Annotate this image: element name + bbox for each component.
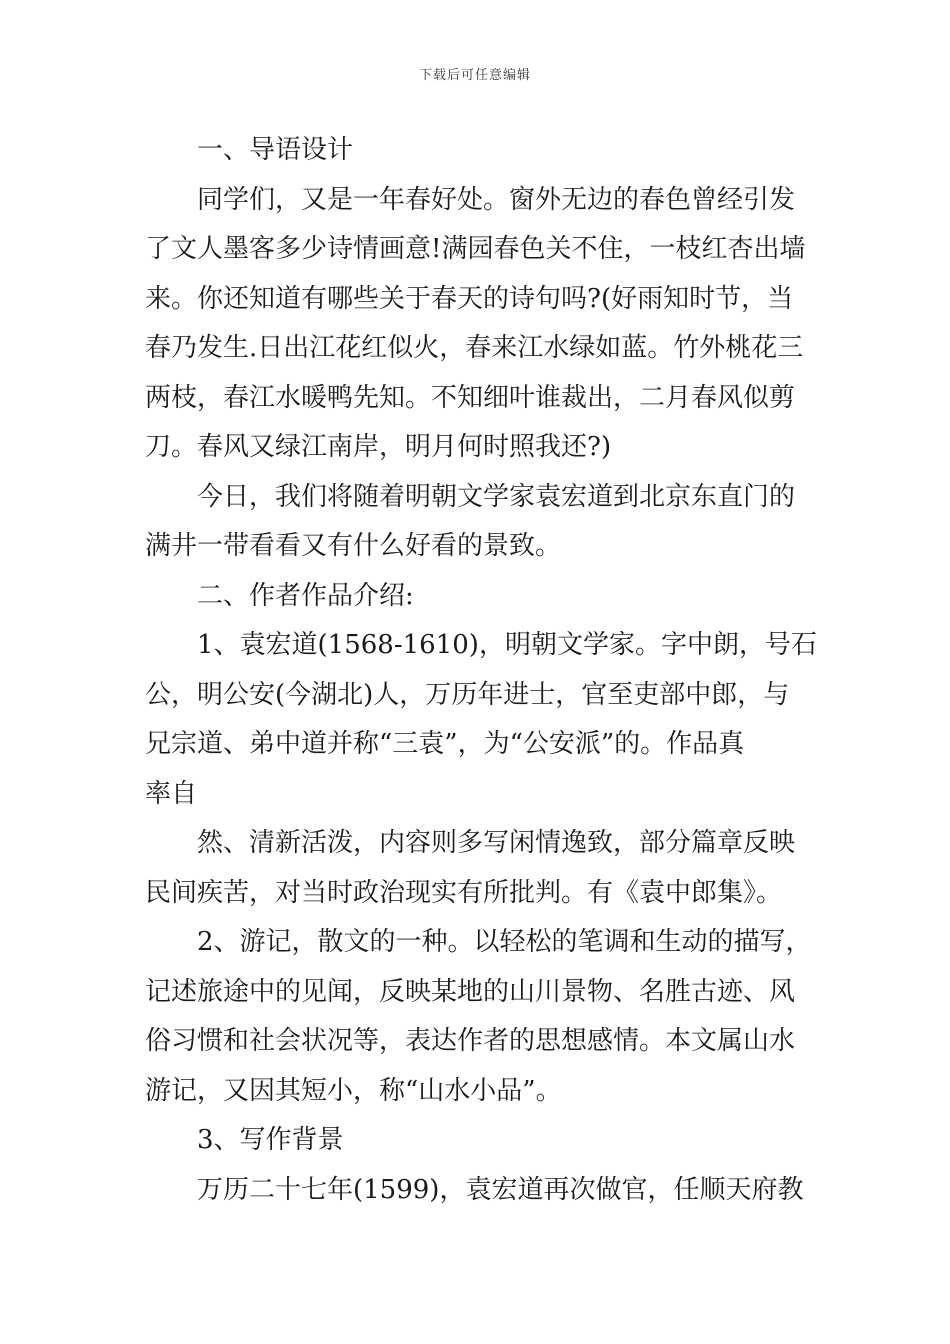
text-line: 刀。春风又绿江南岸，明月何时照我还?) xyxy=(145,432,612,462)
text-line: 一、导语设计 xyxy=(197,135,354,165)
text-line: 今日，我们将随着明朝文学家袁宏道到北京东直门的 xyxy=(197,481,796,512)
text-line: 兄宗道、弟中道并称“三袁”，为“公安派”的。作品真 xyxy=(145,729,745,759)
text-line: 然、清新活泼，内容则多写闲情逸致，部分篇章反映 xyxy=(197,828,796,858)
text-line: 同学们，又是一年春好处。窗外无边的春色曾经引发 xyxy=(197,184,796,215)
text-line: 了文人墨客多少诗情画意!满园春色关不住，一枝红杏出墙 xyxy=(145,234,806,264)
text-line: 来。你还知道有哪些关于春天的诗句吗?(好雨知时节，当 xyxy=(145,283,794,314)
page-header: 下载后可任意编辑 xyxy=(418,68,531,83)
text-line: 3、写作背景 xyxy=(197,1125,344,1155)
text-line: 俗习惯和社会状况等，表达作者的思想感情。本文属山水 xyxy=(145,1026,796,1056)
text-line: 2、游记，散文的一种。以轻松的笔调和生动的描写， xyxy=(197,927,812,957)
text-line: 春乃发生.日出江花红似火，春来江水绿如蓝。竹外桃花三 xyxy=(145,333,804,363)
text-line: 二、作者作品介绍: xyxy=(197,580,414,611)
text-line: 满井一带看看又有什么好看的景致。 xyxy=(145,531,562,561)
text-line: 1、袁宏道(1568-1610)，明朝文学家。字中朗，号石 xyxy=(197,630,817,660)
document-body xyxy=(145,126,817,1215)
text-line: 率自 xyxy=(145,778,198,809)
text-line: 民间疾苦，对当时政治现实有所批判。有《袁中郎集》。 xyxy=(145,877,783,908)
text-line: 万历二十七年(1599)，袁宏道再次做官，任顺天府教 xyxy=(197,1174,804,1205)
text-line: 公，明公安(今湖北)人，万历年进士，官至吏部中郎，与 xyxy=(145,679,790,710)
text-line: 游记，又因其短小，称“山水小品”。 xyxy=(145,1075,562,1106)
text-line: 记述旅途中的见闻，反映某地的山川景物、名胜古迹、风 xyxy=(145,976,796,1007)
text-line: 两枝，春江水暖鸭先知。不知细叶谁裁出，二月春风似剪 xyxy=(145,382,796,413)
